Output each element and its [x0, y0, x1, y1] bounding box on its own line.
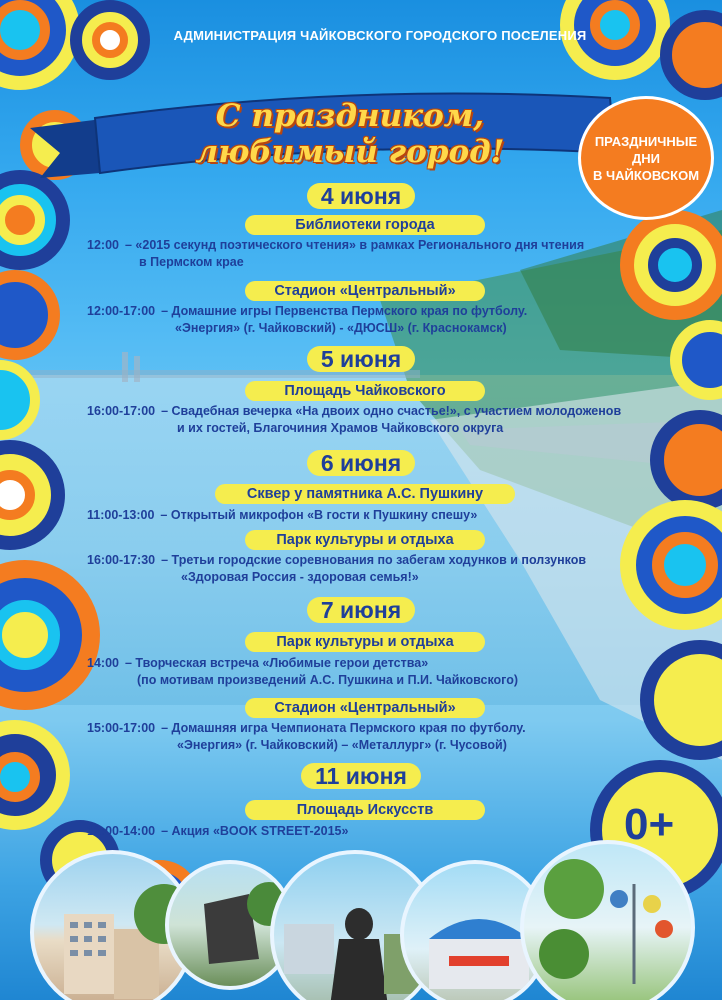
- event-description-cont: «Энергия» (г. Чайковский) – «Металлург» (г. Чусовой): [177, 738, 507, 752]
- badge-line: ДНИ: [632, 150, 660, 166]
- badge-line: В ЧАЙКОВСКОМ: [592, 167, 700, 183]
- age-rating: 0+: [624, 800, 675, 849]
- event-description-cont: «Энергия» (г. Чайковский) - «ДЮСШ» (г. Краснокамск): [175, 321, 507, 335]
- event-description-cont: в Пермском крае: [139, 255, 244, 269]
- date-label: 6 июня: [307, 450, 415, 476]
- event-time: 16:00-17:00: [87, 404, 156, 418]
- slogan: С праздником, любимый город!: [195, 98, 505, 170]
- event-description: – «2015 секунд поэтического чтения» в рамках Регионального дня чтения: [124, 238, 585, 252]
- event-item: [87, 823, 348, 840]
- date-heading: [0, 346, 722, 373]
- badge-line: ПРАЗДНИЧНЫЕ: [594, 133, 698, 149]
- organization-title: АДМИНИСТРАЦИЯ ЧАЙКОВСКОГО ГОРОДСКОГО ПОСЕЛЕНИЯ: [173, 28, 587, 43]
- event-description-cont: и их гостей, Благочиния Храмов Чайковского округа: [177, 421, 504, 435]
- event-item: [87, 237, 584, 271]
- event-description-cont: (по мотивам произведений А.С. Пушкина и П.И. Чайковского): [137, 673, 519, 687]
- venue-label: Библиотеки города: [245, 215, 485, 235]
- date-heading: [0, 597, 722, 624]
- date-heading: [0, 183, 722, 210]
- event-description: – Открытый микрофон «В гости к Пушкину спешу»: [160, 508, 478, 522]
- venue-label: Парк культуры и отдыха: [245, 530, 485, 550]
- event-description: – Домашние игры Первенства Пермского края по футболу.: [161, 304, 528, 318]
- venue-label: Стадион «Центральный»: [245, 698, 485, 718]
- event-item: [87, 403, 621, 437]
- event-description: – Третьи городские соревнования по забегам ходунков и ползунков: [161, 553, 587, 567]
- event-description: – Свадебная вечерка «На двоих одно счастье!», с участием молодоженов: [161, 404, 622, 418]
- event-time: 12:00: [87, 238, 119, 252]
- venue-label: Площадь Чайковского: [245, 381, 485, 401]
- event-time: 16:00-17:30: [87, 553, 156, 567]
- event-item: [87, 655, 518, 689]
- event-time: 12:00-17:00: [87, 304, 156, 318]
- date-label: 7 июня: [307, 597, 415, 623]
- event-item: [87, 507, 477, 524]
- date-label: 4 июня: [307, 183, 415, 209]
- venue-label: Стадион «Центральный»: [245, 281, 485, 301]
- event-item: [87, 720, 526, 754]
- date-heading: [0, 450, 722, 477]
- event-item: [87, 303, 527, 337]
- event-item: [87, 552, 586, 586]
- event-description: – Творческая встреча «Любимые герои детства»: [124, 656, 429, 670]
- date-heading: [0, 763, 722, 790]
- event-time: 12:00-14:00: [87, 824, 156, 838]
- event-time: 15:00-17:00: [87, 721, 156, 735]
- event-description: – Домашняя игра Чемпионата Пермского края по футболу.: [161, 721, 526, 735]
- event-description: – Акция «BOOK STREET-2015»: [161, 824, 349, 838]
- event-description-cont: «Здоровая Россия - здоровая семья!»: [181, 570, 419, 584]
- date-label: 5 июня: [307, 346, 415, 372]
- venue-label: Площадь Искусств: [245, 800, 485, 820]
- venue-label: Парк культуры и отдыха: [245, 632, 485, 652]
- date-label: 11 июня: [301, 763, 421, 789]
- event-time: 14:00: [87, 656, 119, 670]
- event-time: 11:00-13:00: [87, 508, 155, 522]
- venue-label: Сквер у памятника А.С. Пушкину: [215, 484, 515, 504]
